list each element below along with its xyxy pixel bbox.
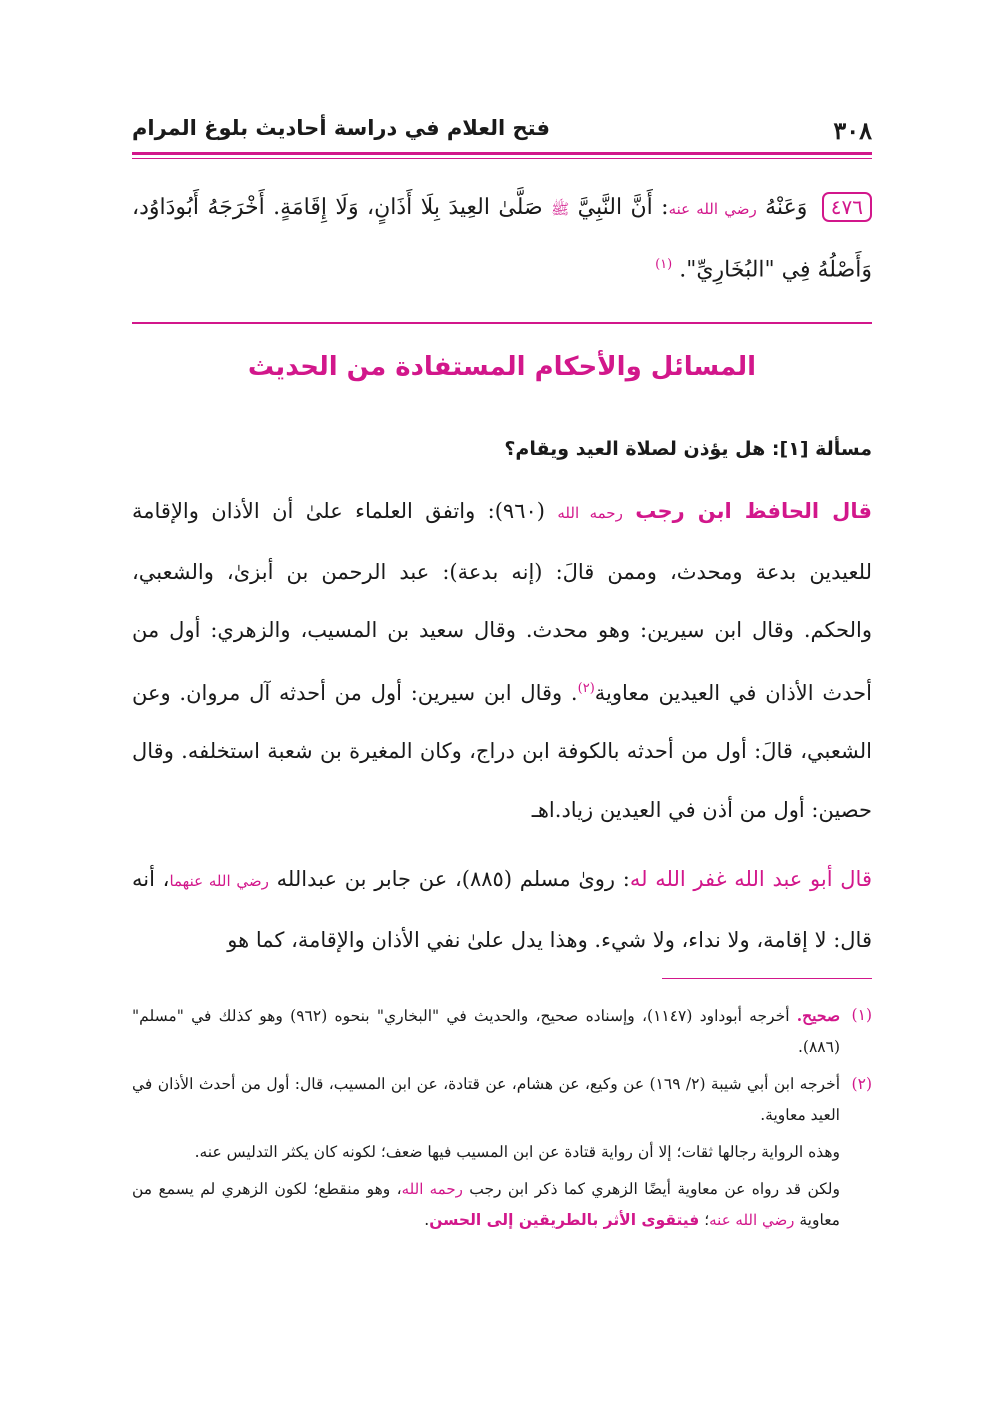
footnote-text: أخرجه ابن أبي شيبة (٢/ ١٦٩) عن وكيع، عن هشام، عن قتادة، عن ابن المسيب، قال: أول من أحدث الأذان في العيد معاوية. [132, 1075, 840, 1124]
paragraph-text: ، أنه قال: لا إقامة، ولا نداء، ولا شيء. وهذا يدل علىٰ نفي الأذان والإقامة، كما هو [132, 867, 872, 952]
grading-label: صحيح. [796, 1006, 841, 1025]
honorific: رضي الله عنه [709, 1211, 795, 1229]
footnote-continuation [132, 1174, 872, 1236]
footnote-text: ولكن قد رواه عن معاوية أيضًا الزهري كما ذكر ابن رجب [469, 1180, 841, 1198]
paragraph-text: : رویٰ مسلم (٨٨٥)، عن جابر بن عبدالله [276, 867, 630, 891]
footnote-ref[interactable]: (٢) [577, 680, 595, 696]
honorific: رضي الله عنه [668, 200, 757, 218]
speaker-name: قال الحافظ ابن رجب [635, 499, 872, 523]
speaker-name: قال أبو عبد الله غفر الله له [629, 867, 872, 891]
paragraph-text: (٩٦٠): واتفق العلماء علىٰ أن الأذان والإقامة للعيدين بدعة ومحدث، وممن قالَ: (إنه بدعة): عبد الرحمن بن أبزىٰ، والشعبي، والحكم. وقال ابن سيرين: وهو محدث. وقال سعيد بن المسيب، والزهري: أول من أحدث الأذان في العيدين معاوية [132, 499, 872, 705]
section-heading: المسائل والأحكام المستفادة من الحديث [247, 352, 757, 382]
footnote-text: وهذه الرواية رجالها ثقات؛ إلا أن رواية قتادة عن ابن المسيب فيها ضعف؛ لكونه كان يكثر التدليس عنه. [194, 1143, 840, 1161]
footnote-text: ؛ [699, 1211, 710, 1229]
footnotes [132, 1000, 872, 1242]
footnote-continuation [132, 1137, 872, 1168]
hadith-part: صَلَّىٰ العِيدَ بِلَا أَذَانٍ، وَلَا إِقَامَةٍ. أَخْرَجَهُ أَبُودَاوُد، وَأَصْلُهُ فِي "البُخَارِيِّ". [132, 195, 872, 283]
footnote-text: أخرجه أبوداود (١١٤٧)، وإسناده صحيح، والحديث في "البخاري" بنحوه (٩٦٢) وهو كذلك في "مسلم" (٨٨٦). [132, 1007, 840, 1056]
footnote-number: (١) [851, 1006, 872, 1024]
footnote-text: ، وهو منقطع؛ لكون الزهري لم يسمع من معاوية [132, 1180, 840, 1229]
book-title: فتح العلام في دراسة أحاديث بلوغ المرام [132, 116, 550, 140]
honorific: رحمه الله [401, 1180, 463, 1198]
honorific: رضي الله عنهما [169, 872, 269, 890]
hadith-text [132, 180, 872, 298]
footnote [132, 1069, 872, 1131]
footnote [132, 1000, 872, 1063]
paragraph [132, 850, 872, 969]
footnote-divider [662, 978, 872, 979]
footnote-text: . [424, 1211, 430, 1229]
header-rule-thin [132, 158, 872, 159]
issue-heading: مسألة [١]: هل يؤذن لصلاة العيد ويقام؟ [504, 438, 872, 460]
conclusion-text: فيتقوى الأثر بالطريقين إلى الحسن [429, 1211, 700, 1229]
honorific: رحمه الله [557, 504, 623, 522]
hadith-number-badge: ٤٧٦ [822, 192, 872, 222]
hadith-part: : أَنَّ النَّبِيَّ [577, 195, 669, 220]
honorific: ﷺ [551, 200, 570, 218]
header-rule [132, 152, 872, 155]
page-number: ٣٠٨ [833, 116, 872, 145]
paragraph-text: . وقال ابن سيرين: أول من أحدثه آل مروان. وعن الشعبي، قالَ: أول من أحدثه بالكوفة ابن دراج، وكان المغيرة بن شعبة استخلفه. وقال حصين: أول من أذن في العيدين زياد.اهـ [132, 680, 872, 822]
footnote-ref[interactable]: (١) [655, 257, 673, 272]
hadith-part: وَعَنْهُ [765, 195, 808, 220]
footnote-number: (٢) [851, 1075, 872, 1093]
paragraph [132, 482, 872, 839]
section-divider [132, 322, 872, 324]
